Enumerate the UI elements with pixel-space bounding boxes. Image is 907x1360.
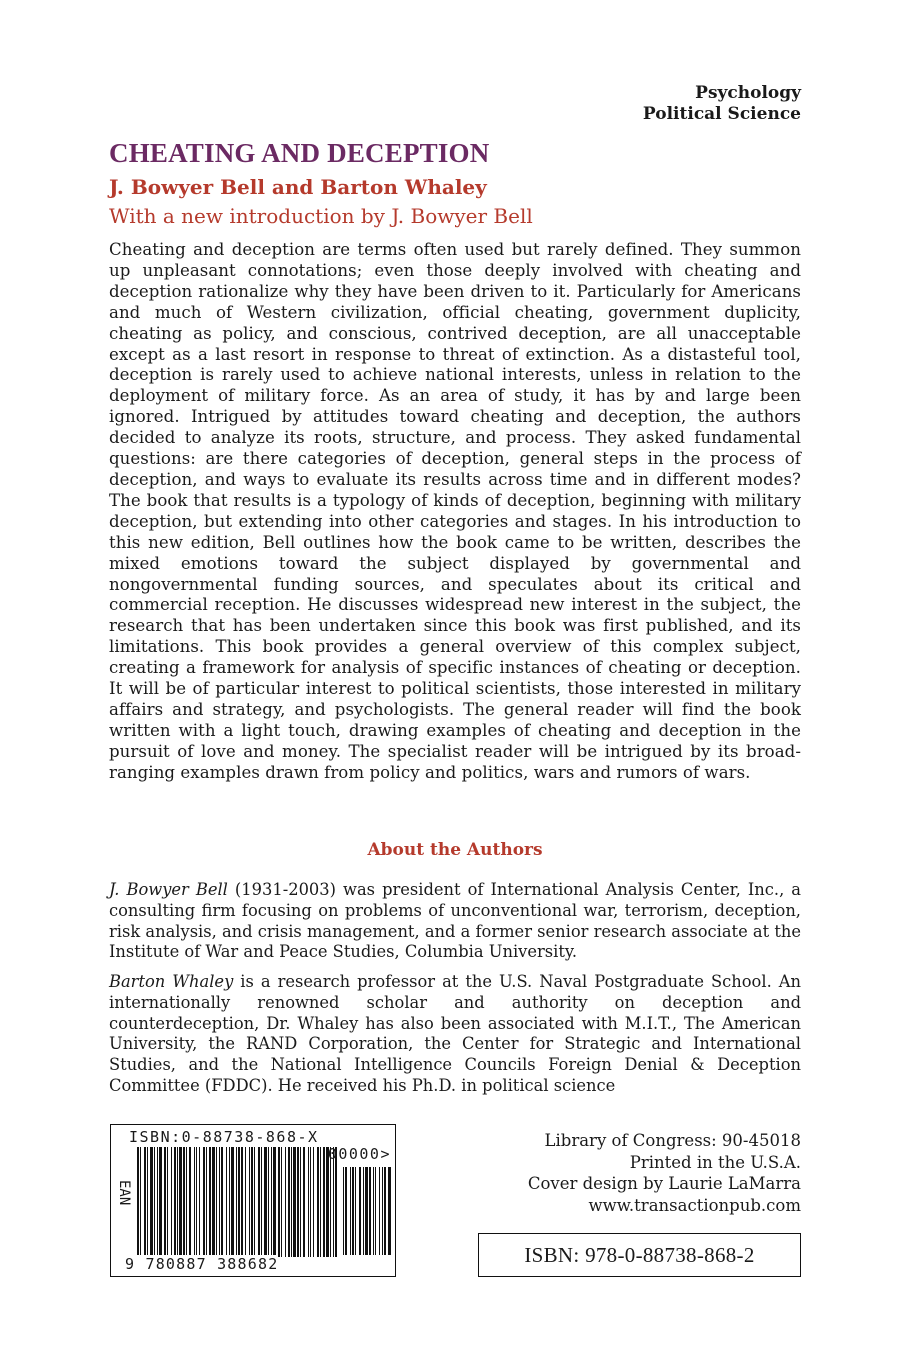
author-name-whaley: Barton Whaley xyxy=(109,972,234,991)
book-description xyxy=(109,240,801,784)
publication-info xyxy=(528,1130,801,1216)
barcode-isbn: ISBN:0-88738-868-X xyxy=(129,1128,319,1146)
library-of-congress: Library of Congress: 90-45018 xyxy=(544,1131,801,1150)
printed-in: Printed in the U.S.A. xyxy=(629,1152,801,1172)
description-text: Cheating and deception are terms often used but rarely defined. They summon up unpleasant connotations; even those deeply involved with cheating and deception rationalize why they have been driven to it. Particularly for Americans and much of Western civilization, official cheating, government duplicity, cheating as policy, and conscious, contrived deception, are all unacceptable except as a last resort in response to threat of extinction. As a distasteful tool, deception is rarely used to achieve national interests, unless in relation to the deployment of military force. As an area of study, it has by and large been ignored. Intrigued by attitudes toward cheating and deception, the authors decided to analyze its roots, structure, and process. They asked fundamental questions: are there categories of deception, general steps in the process of deception, and ways to evaluate its results across time and in different modes? The book that results is a typology of kinds of deception, beginning with military deception, but extending into other categories and stages. In his introduction to this new edition, Bell outlines how the book came to be written, describes the mixed emotions toward the subject displayed by governmental and nongovernmental funding sources, and speculates about its critical and commercial reception. He discusses widespread new interest in the subject, the research that has been undertaken since this book was first published, and its limitations. This book provides a general overview of this complex subject, creating a framework for analysis of specific instances of cheating or deception. It will be of particular interest to political scientists, those interested in military affairs and strategy, and psychologists. The general reader will find the book written with a light touch, drawing examples of cheating and deception in the pursuit of love and money. The specialist reader will be intrigued by its broad-ranging examples drawn from policy and politics, wars and rumors of wars. xyxy=(109,240,801,782)
publisher-website: www.transactionpub.com xyxy=(588,1195,801,1215)
category-psychology: Psychology xyxy=(695,83,801,103)
book-authors: J. Bowyer Bell and Barton Whaley xyxy=(109,175,487,199)
cover-design-credit: Cover design by Laurie LaMarra xyxy=(527,1174,801,1193)
barcode-addon-digits: 00000> xyxy=(327,1145,391,1163)
book-title: CHEATING AND DECEPTION xyxy=(109,138,490,168)
about-authors-heading: About the Authors xyxy=(367,840,543,860)
subject-category xyxy=(643,83,801,125)
barcode-panel xyxy=(110,1124,396,1277)
introduction-credit: With a new introduction by J. Bowyer Bell xyxy=(109,204,533,228)
author-bio-whaley xyxy=(109,972,801,1097)
category-political-science: Political Science xyxy=(642,104,801,124)
barcode-ean-label: EAN xyxy=(116,1180,132,1206)
author-name-bell: J. Bowyer Bell xyxy=(109,880,228,899)
isbn-box: ISBN: 978-0-88738-868-2 xyxy=(478,1233,801,1277)
barcode-digits: 9 780887 388682 xyxy=(125,1255,279,1273)
author-bio-whaley-text: is a research professor at the U.S. Naval Postgraduate School. An internationally renowned scholar and authority on deception and counterdeception, Dr. Whaley has also been associated with M.I.T., The American University, the RAND Corporation, the Center for Strategic and International Studies, and the National Intelligence Councils Foreign Denial & Deception Committee (FDDC). He received his Ph.D. in political science xyxy=(109,972,801,1095)
author-bio-bell-text: (1931-2003) was president of International Analysis Center, Inc., a consulting firm focusing on problems of unconventional war, terrorism, deception, risk analysis, and crisis management, and a former senior research associate at the Institute of War and Peace Studies, Columbia University. xyxy=(109,880,802,962)
author-bio-bell xyxy=(109,880,801,963)
